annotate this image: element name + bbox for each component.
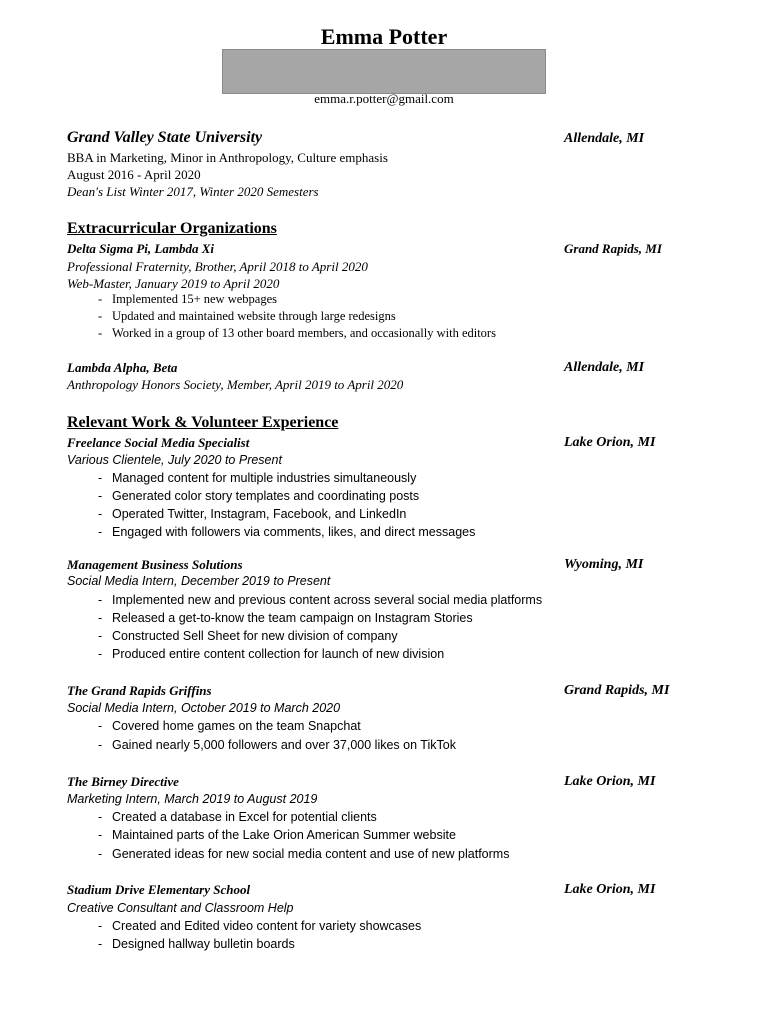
bullet-text: Implemented 15+ new webpages [112,292,277,306]
bullet-text: Generated ideas for new social media content and use of new platforms [112,847,510,861]
job-location: Lake Orion, MI [564,882,656,897]
list-item [98,489,419,503]
list-item [98,810,377,824]
job-role: Marketing Intern, March 2019 to August 2019 [67,792,318,806]
degree-line: BBA in Marketing, Minor in Anthropology, Culture emphasis [67,150,388,165]
education-dates: August 2016 - April 2020 [67,167,201,182]
school-name: Grand Valley State University [67,129,263,146]
bullet-mark: - [98,847,103,861]
job-location: Lake Orion, MI [564,435,656,450]
list-item [98,593,542,607]
job-org: The Birney Directive [67,774,179,789]
list-item [98,847,509,861]
bullet-mark: - [98,629,103,643]
job-org: Management Business Solutions [67,557,243,572]
job-role: Creative Consultant and Classroom Help [67,901,294,915]
bullet-text: Maintained parts of the Lake Orion American Summer website [112,828,456,842]
org-name: Delta Sigma Pi, Lambda Xi [67,241,214,256]
section-heading-work: Relevant Work & Volunteer Experience [67,414,339,431]
bullet-mark: - [98,738,103,752]
bullet-mark: - [98,919,103,933]
job-location: Grand Rapids, MI [564,683,670,698]
bullet-mark: - [98,507,103,521]
job-location: Lake Orion, MI [564,774,656,789]
resume-name: Emma Potter [320,24,448,49]
bullet-text: Gained nearly 5,000 followers and over 37,000 likes on TikTok [112,738,456,752]
job-role: Social Media Intern, December 2019 to Present [67,574,331,588]
bullet-mark: - [98,647,103,661]
list-item [98,507,406,521]
bullet-mark: - [98,810,103,824]
bullet-mark: - [98,292,103,306]
job-org: Freelance Social Media Specialist [67,435,250,450]
bullet-mark: - [98,611,103,625]
bullet-mark: - [98,489,103,503]
job-role: Various Clientele, July 2020 to Present [67,453,282,467]
bullet-mark: - [98,309,103,323]
bullet-text: Worked in a group of 13 other board members, and occasionally with editors [112,326,496,340]
bullet-text: Implemented new and previous content across several social media platforms [112,593,543,607]
org-role-line: Web-Master, January 2019 to April 2020 [67,276,280,291]
resume-email: emma.r.potter@gmail.com [314,91,454,106]
bullet-text: Released a get-to-know the team campaign on Instagram Stories [112,611,473,625]
list-item [98,629,398,643]
list-item [98,611,473,625]
bullet-text: Operated Twitter, Instagram, Facebook, and LinkedIn [112,507,407,521]
list-item [98,738,456,752]
school-location: Allendale, MI [564,131,645,146]
bullet-text: Covered home games on the team Snapchat [112,719,361,733]
list-item [98,937,295,951]
list-item [98,719,361,733]
job-org: Stadium Drive Elementary School [67,882,251,897]
bullet-text: Created and Edited video content for variety showcases [112,919,422,933]
bullet-mark: - [98,937,103,951]
list-item [98,309,396,324]
list-item [98,919,421,933]
job-location: Wyoming, MI [564,557,644,572]
list-item [98,647,444,661]
bullet-text: Updated and maintained website through large redesigns [112,309,396,323]
job-role: Social Media Intern, October 2019 to March 2020 [67,701,341,715]
list-item [98,326,496,341]
bullet-mark: - [98,719,103,733]
list-item [98,471,416,485]
bullet-text: Managed content for multiple industries simultaneously [112,471,417,485]
bullet-mark: - [98,593,103,607]
bullet-text: Constructed Sell Sheet for new division of company [112,629,398,643]
org-role-line: Professional Fraternity, Brother, April 2018 to April 2020 [67,259,368,274]
bullet-text: Created a database in Excel for potential clients [112,810,377,824]
bullet-mark: - [98,525,103,539]
bullet-text: Engaged with followers via comments, likes, and direct messages [112,525,476,539]
education-honors: Dean's List Winter 2017, Winter 2020 Semesters [67,184,319,199]
bullet-text: Generated color story templates and coordinating posts [112,489,420,503]
org-location: Allendale, MI [564,360,645,375]
list-item [98,828,456,842]
list-item [98,525,475,539]
org-name: Lambda Alpha, Beta [67,360,178,375]
org-location: Grand Rapids, MI [564,241,662,256]
job-org: The Grand Rapids Griffins [67,683,212,698]
org-role-line: Anthropology Honors Society, Member, April 2019 to April 2020 [67,377,404,392]
bullet-mark: - [98,828,103,842]
list-item [98,292,277,307]
bullet-text: Produced entire content collection for launch of new division [112,647,445,661]
bullet-mark: - [98,471,103,485]
redacted-contact-block [222,49,546,94]
section-heading-extracurricular: Extracurricular Organizations [67,220,277,237]
bullet-text: Designed hallway bulletin boards [112,937,295,951]
bullet-mark: - [98,326,103,340]
